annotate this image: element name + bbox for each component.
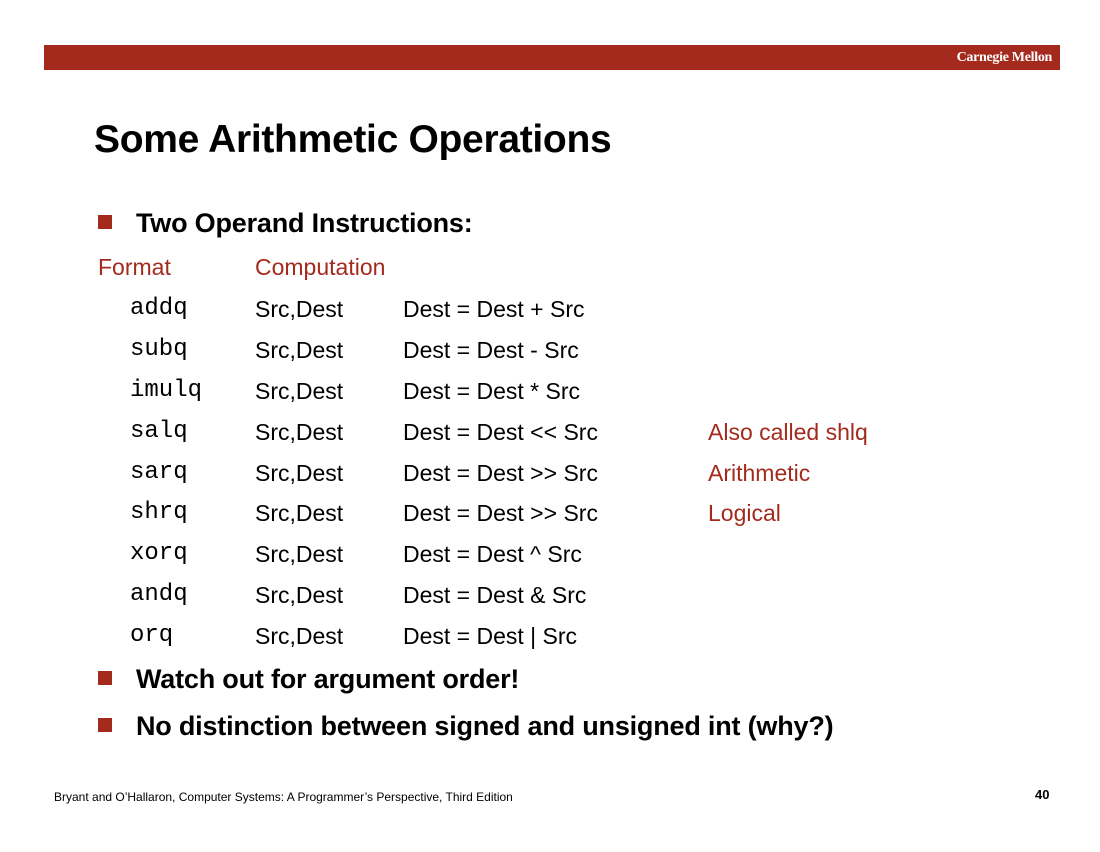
instruction-row (0, 377, 1100, 418)
table-header (0, 254, 1100, 284)
instruction-mnemonic: xorq (130, 540, 188, 568)
instruction-row (0, 540, 1100, 581)
instruction-row (0, 336, 1100, 377)
instruction-operands: Src,Dest (255, 582, 344, 609)
instruction-computation: Dest = Dest >> Src (403, 459, 598, 486)
instruction-computation: Dest = Dest - Src (403, 336, 579, 363)
section-bullet (98, 208, 473, 239)
bullet-text: Watch out for argument order! (136, 664, 520, 694)
instruction-mnemonic: subq (130, 335, 188, 363)
instruction-mnemonic: andq (130, 581, 188, 609)
instruction-computation: Dest = Dest + Src (403, 296, 585, 322)
bullet-argument-order (98, 664, 519, 695)
instruction-operands: Src,Dest (255, 541, 344, 568)
instruction-mnemonic: addq (130, 295, 188, 322)
computation-column-header: Computation (255, 254, 386, 280)
square-bullet-icon (98, 718, 112, 732)
footer-citation: Bryant and O’Hallaron, Computer Systems: A Programmer’s Perspective, Third Edition (54, 790, 513, 804)
instruction-row (0, 418, 1100, 459)
bullet-signed-unsigned (98, 711, 833, 742)
instruction-mnemonic: orq (130, 622, 174, 650)
instruction-computation: Dest = Dest >> Src (403, 500, 598, 527)
instruction-operands: Src,Dest (255, 336, 344, 363)
square-bullet-icon (98, 671, 112, 685)
instruction-computation: Dest = Dest | Src (403, 623, 578, 650)
instruction-row (0, 295, 1100, 336)
brand-logo-text: Carnegie Mellon (956, 50, 1052, 65)
instruction-computation: Dest = Dest ^ Src (403, 541, 582, 568)
instruction-operands: Src,Dest (255, 459, 344, 486)
instruction-mnemonic: salq (130, 417, 188, 445)
instruction-operands: Src,Dest (255, 500, 344, 527)
instruction-mnemonic: imulq (130, 376, 203, 404)
instruction-operands: Src,Dest (255, 623, 344, 650)
instruction-row (0, 499, 1100, 540)
instruction-operands: Src,Dest (255, 296, 344, 322)
instruction-computation: Dest = Dest & Src (403, 582, 587, 609)
format-column-header: Format (98, 254, 171, 280)
bullet-text: No distinction between signed and unsigned int (why?) (136, 711, 834, 741)
instruction-note: Logical (708, 500, 781, 527)
instruction-computation: Dest = Dest * Src (403, 377, 581, 404)
instruction-mnemonic: shrq (130, 499, 188, 527)
instruction-note: Also called shlq (708, 418, 868, 445)
square-bullet-icon (98, 215, 112, 229)
instruction-row (0, 459, 1100, 500)
instruction-table (0, 295, 1100, 663)
header-bar (44, 45, 1060, 70)
instruction-operands: Src,Dest (255, 377, 344, 404)
instruction-row (0, 622, 1100, 663)
page-number: 40 (1035, 787, 1050, 802)
instruction-note: Arithmetic (708, 459, 811, 486)
slide-title: Some Arithmetic Operations (94, 118, 612, 161)
instruction-operands: Src,Dest (255, 418, 344, 445)
section-heading: Two Operand Instructions: (136, 208, 473, 238)
instruction-row (0, 581, 1100, 622)
instruction-computation: Dest = Dest << Src (403, 418, 598, 445)
instruction-mnemonic: sarq (130, 458, 188, 486)
